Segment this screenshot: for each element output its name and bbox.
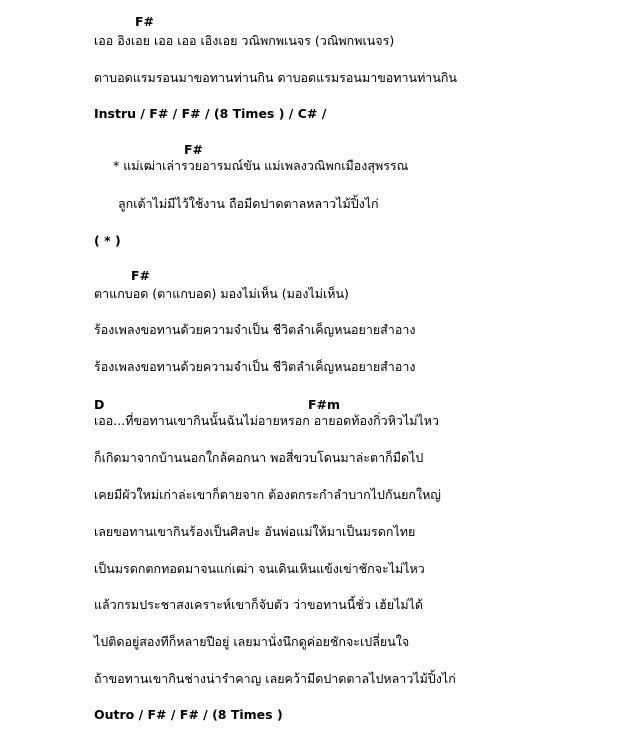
lyric-line-5: ตาแกบอด (ตาแกบอด) มองไม่เห็น (มองไม่เห็น) xyxy=(94,286,349,301)
chord-fsharp-minor: F#m xyxy=(308,397,341,412)
lyric-line-15: ถ้าขอทานเขากินช่างน่ารำคาญ เลยคว้ามีดปาดตาลไปหลาวไม้ปิ้งไก่ xyxy=(94,671,456,686)
chord-line-1: F# xyxy=(135,14,155,29)
lyric-line-1: เออ อิงเอย เออ เออ เอิงเอย วณิพกพเนจร (วณิพกพเนจร) xyxy=(94,33,395,48)
chord-d: D xyxy=(94,397,105,412)
lyric-line-13: แล้วกรมประชาสงเคราะห์เขาก็จับตัว ว่าขอทานนี้ชั่ว เฮ้ยไม่ได้ xyxy=(94,597,424,612)
lyric-line-8: เออ...ที่ขอทานเขากินนั้นฉันไม่อายหรอก อายอดท้องกิ่วหิวไม่ไหว xyxy=(94,413,440,428)
lyric-line-12: เป็นมรดกตกทอดมาจนแก่เฒ่า จนเดินเหินแข้งเข่าชักจะไม่ไหว xyxy=(94,561,425,576)
repeat-marker: ( * ) xyxy=(94,233,121,248)
lyric-line-2: ดาบอดแรมรอนมาขอทานท่านกิน ดาบอดแรมรอนมาขอทานท่านกิน xyxy=(94,70,457,85)
lyric-line-14: ไปติดอยู่สองทีก็หลายปีอยู่ เลยมานั่งนึกดูค่อยชักจะเปลี่ยนใจ xyxy=(94,634,410,649)
lyric-line-9: ก็เกิดมาจากบ้านนอกใกล้คอกนา พอสี่ขวบโดนมาล่ะตาก็มืดไป xyxy=(94,450,424,465)
chord-line-2: F# xyxy=(184,142,204,157)
outro-line: Outro / F# / F# / (8 Times ) xyxy=(94,707,283,722)
lyric-line-4: ลูกเต้าไม่มีไว้ใช้งาน ถือมีดปาดตาลหลาวไม้ปิ้งไก่ xyxy=(118,196,379,211)
chord-line-3: F# xyxy=(131,268,151,283)
instru-line: Instru / F# / F# / (8 Times ) / C# / xyxy=(94,106,327,121)
lyric-line-6: ร้องเพลงขอทานด้วยความจำเป็น ชีวิตลำเค็ญหนอยายสำอาง xyxy=(94,322,416,337)
lyric-line-10: เคยมีผัวใหม่เก่าล่ะเขาก็ตายจาก ต้องตกระกำลำบากไปกันยกใหญ่ xyxy=(94,487,441,502)
lyric-line-3: * แม่เฒ่าเล่ารวยอารมณ์ขัน แม่เพลงวณิพกเมืองสุพรรณ xyxy=(113,158,409,173)
lyric-line-11: เลยขอทานเขากินร้องเป็นศิลปะ อันพ่อแม่ให้มาเป็นมรดกไทย xyxy=(94,524,416,539)
lyric-line-7: ร้องเพลงขอทานด้วยความจำเป็น ชีวิตลำเค็ญหนอยายสำอาง xyxy=(94,359,416,374)
